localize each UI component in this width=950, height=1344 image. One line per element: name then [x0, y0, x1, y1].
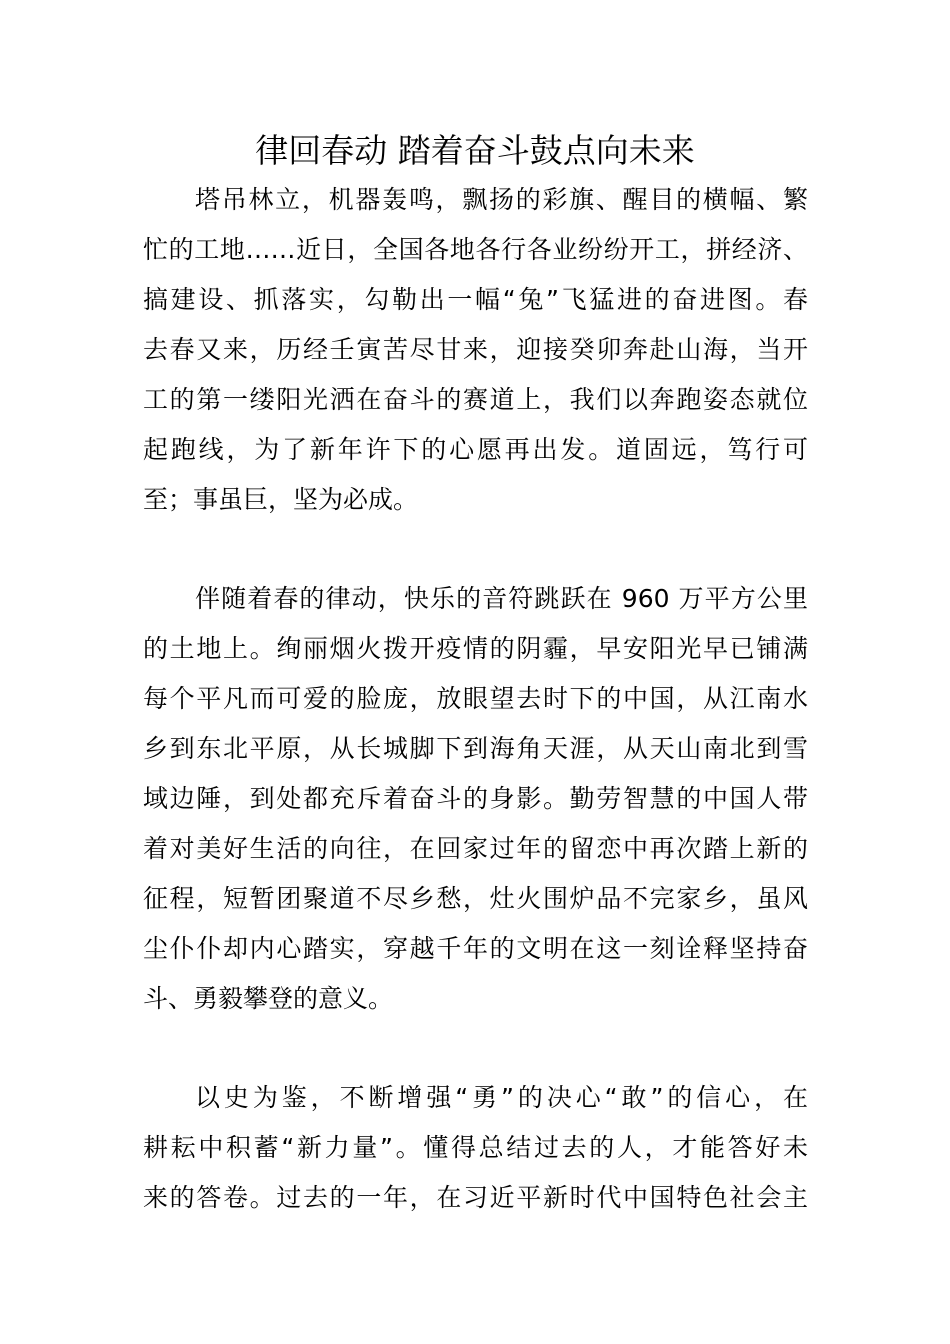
paragraph-1-line-3: 搞建设、抓落实，勾勒出一幅“兔”飞猛进的奋进图。春 — [143, 285, 808, 314]
paragraph-3-line-1: 以史为鉴，不断增强“勇”的决心“敢”的信心，在 — [195, 1083, 808, 1112]
paragraph-2-line-3: 每个平凡而可爱的脸庞，放眼望去时下的中国，从江南水 — [143, 684, 808, 713]
paragraph-2-line-9: 斗、勇毅攀登的意义。 — [143, 984, 394, 1013]
paragraph-2-line-8: 尘仆仆却内心踏实，穿越千年的文明在这一刻诠释坚持奋 — [143, 934, 808, 963]
paragraph-1-line-7: 至；事虽巨，坚为必成。 — [143, 485, 419, 514]
paragraph-2-line-2: 的土地上。绚丽烟火拨开疫情的阴霾，早安阳光早已铺满 — [143, 634, 808, 663]
paragraph-3-line-3: 来的答卷。过去的一年，在习近平新时代中国特色社会主 — [143, 1183, 808, 1212]
paragraph-1-line-5: 工的第一缕阳光洒在奋斗的赛道上，我们以奔跑姿态就位 — [143, 385, 808, 414]
paragraph-2-line-6: 着对美好生活的向往，在回家过年的留恋中再次踏上新的 — [143, 834, 808, 863]
paragraph-1-line-2: 忙的工地……近日，全国各地各行各业纷纷开工，拼经济、 — [143, 235, 808, 264]
paragraph-2-line-5: 域边陲，到处都充斥着奋斗的身影。勤劳智慧的中国人带 — [143, 784, 808, 813]
paragraph-1-line-6: 起跑线，为了新年许下的心愿再出发。道固远，笃行可 — [143, 435, 808, 464]
paragraph-2-line-1: 伴随着春的律动，快乐的音符跳跃在 960 万平方公里 — [195, 584, 808, 613]
paragraph-1-line-4: 去春又来，历经壬寅苦尽甘来，迎接癸卯奔赴山海，当开 — [143, 335, 808, 364]
document-title: 律回春动 踏着奋斗鼓点向未来 — [255, 131, 695, 170]
paragraph-2-line-7: 征程，短暂团聚道不尽乡愁，灶火围炉品不完家乡，虽风 — [143, 884, 808, 913]
paragraph-2-line-4: 乡到东北平原，从长城脚下到海角天涯，从天山南北到雪 — [143, 734, 808, 763]
paragraph-3-line-2: 耕耘中积蓄“新力量”。懂得总结过去的人，才能答好未 — [143, 1133, 808, 1162]
paragraph-1-line-1: 塔吊林立，机器轰鸣，飘扬的彩旗、醒目的横幅、繁 — [195, 185, 808, 214]
